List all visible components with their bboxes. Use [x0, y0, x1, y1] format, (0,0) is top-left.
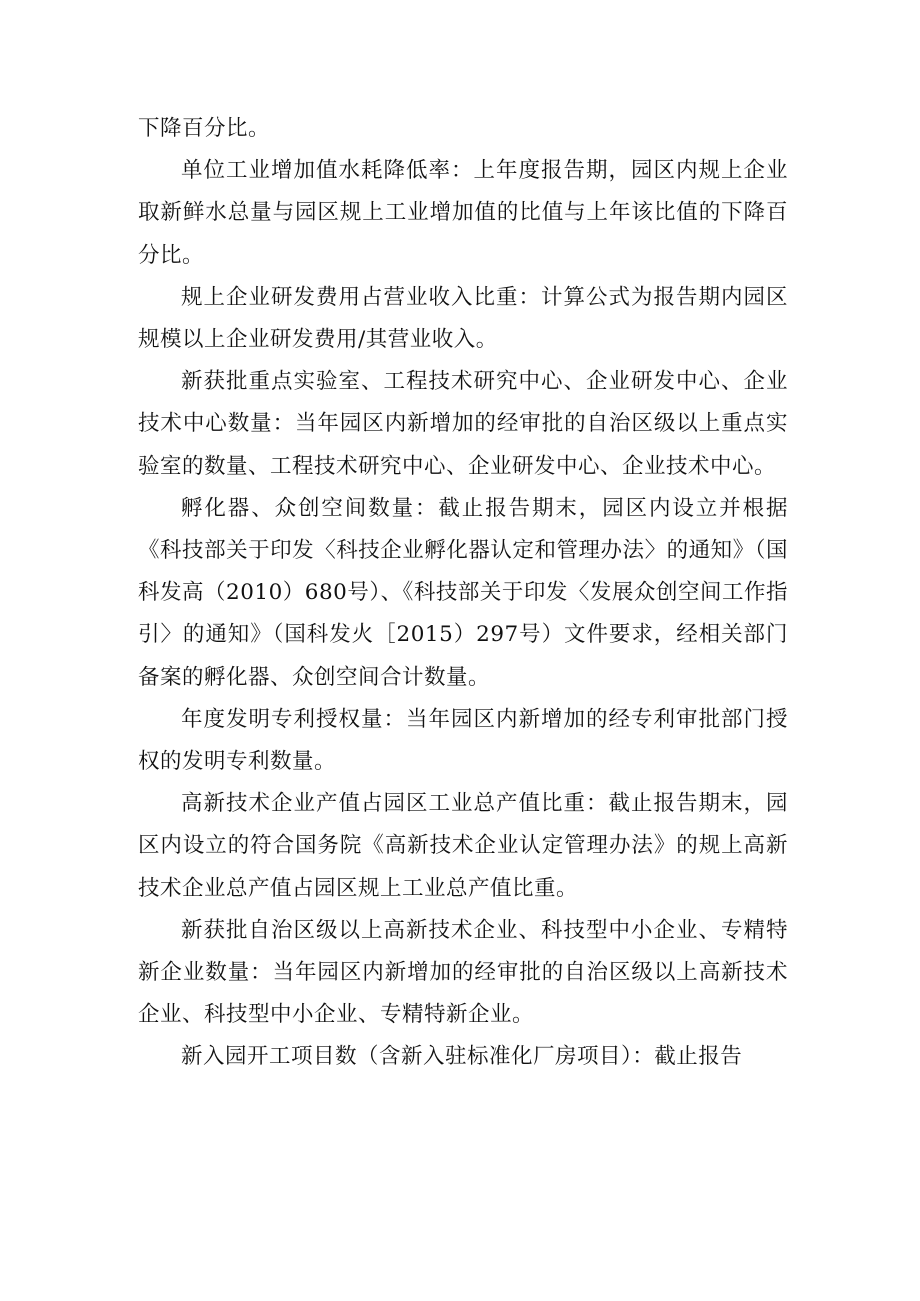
paragraph-hightech-output: 高新技术企业产值占园区工业总产值比重：截止报告期末，园区内设立的符合国务院《高新技术企业认定管理办法》的规上高新技术企业总产值占园区规上工业总产值比重。	[138, 791, 788, 901]
body-text	[138, 108, 788, 1079]
paragraph-new-hightech-firms: 新获批自治区级以上高新技术企业、科技型中小企业、专精特新企业数量：当年园区内新增加的经审批的自治区级以上高新技术企业、科技型中小企业、专精特新企业。	[138, 917, 788, 1028]
paragraph-new-projects: 新入园开工项目数（含新入驻标准化厂房项目）：截止报告	[181, 1044, 743, 1070]
paragraph-rd-expense: 规上企业研发费用占营业收入比重：计算公式为报告期内园区规模以上企业研发费用/其营业收入。	[138, 284, 788, 353]
paragraph-new-labs: 新获批重点实验室、工程技术研究中心、企业研发中心、企业技术中心数量：当年园区内新增加的经审批的自治区级以上重点实验室的数量、工程技术研究中心、企业研发中心、企业技术中心。	[138, 369, 788, 479]
paragraph-continuation: 下降百分比。	[138, 116, 271, 141]
paragraph-patents: 年度发明专利授权量：当年园区内新增加的经专利审批部门授权的发明专利数量。	[138, 706, 788, 775]
paragraph-incubators: 孵化器、众创空间数量：截止报告期末，园区内设立并根据《科技部关于印发〈科技企业孵化器认定和管理办法〉的通知》（国科发高（2010）680号）、《科技部关于印发〈发展众创空间工作指引〉的通知》（国科发火［2015）297号）文件要求，经相关部门备案的孵化器、众创空间合计数量。	[138, 495, 788, 690]
paragraph-water-consumption: 单位工业增加值水耗降低率：上年度报告期，园区内规上企业取新鲜水总量与园区规上工业增加值的比值与上年该比值的下降百分比。	[138, 158, 788, 268]
